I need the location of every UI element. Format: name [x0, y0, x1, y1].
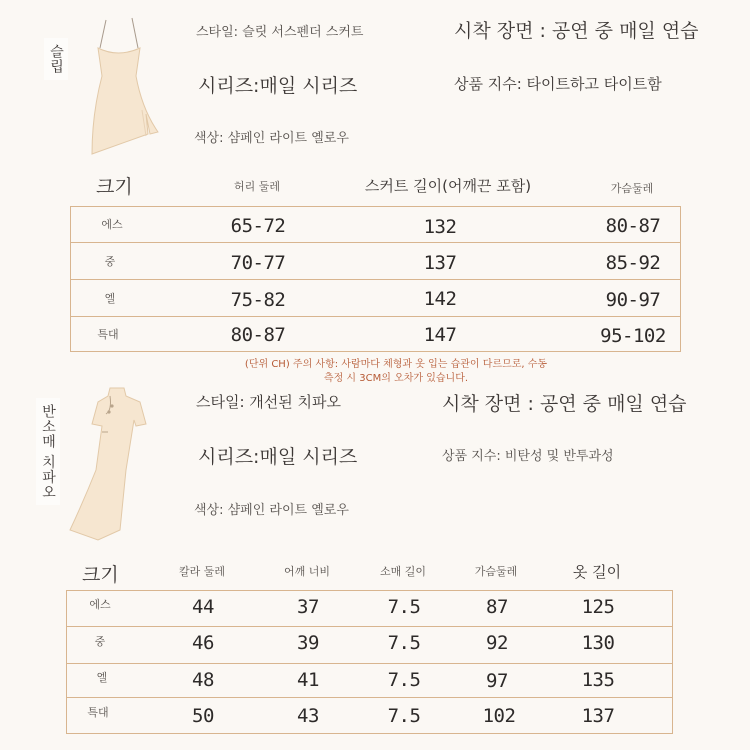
cell-value: 46 — [192, 632, 214, 654]
cell-value: 48 — [192, 669, 214, 691]
cell-value: 44 — [192, 596, 214, 618]
cell-value: 65-72 — [230, 215, 286, 237]
section1-vertical-label: 슬립 — [44, 38, 68, 80]
size-label: 중 — [94, 635, 106, 648]
cell-value: 75-82 — [230, 289, 286, 311]
size-label: 에스 — [89, 598, 111, 611]
section1-col-header: 허리 둘레 — [233, 180, 281, 193]
cell-value: 80-87 — [605, 215, 661, 237]
section1-scene: 시착 장면 : 공연 중 매일 연습 — [454, 20, 699, 42]
size-label: 엘 — [104, 292, 116, 305]
size-label: 중 — [104, 255, 116, 268]
section2-col-header: 어깨 너비 — [283, 565, 331, 578]
cell-value: 137 — [581, 705, 615, 727]
measurement-note: 측정 시 3CM의 오차가 있습니다. — [323, 373, 469, 384]
section2-vertical-label: 반소매 치파오 — [36, 398, 60, 505]
cell-value: 41 — [297, 669, 319, 691]
section2-scene: 시착 장면 : 공연 중 매일 연습 — [442, 393, 687, 415]
cell-value: 92 — [486, 632, 508, 654]
size-label: 엘 — [96, 671, 108, 684]
size-label: 에스 — [101, 218, 123, 231]
cell-value: 7.5 — [387, 669, 421, 691]
cell-value: 87 — [486, 596, 508, 618]
cell-value: 85-92 — [605, 252, 661, 274]
cell-value: 43 — [297, 705, 319, 727]
cell-value: 102 — [482, 705, 516, 727]
section1-color: 색상: 샴페인 라이트 옐로우 — [194, 131, 349, 146]
section1-index: 상품 지수: 타이트하고 타이트함 — [454, 75, 662, 93]
section2-size-title: 크기 — [82, 564, 119, 586]
cell-value: 135 — [581, 669, 615, 691]
section2-col-header: 가슴둘레 — [474, 565, 518, 578]
section2-index: 상품 지수: 비탄성 및 반투과성 — [442, 449, 614, 464]
section1-col-header: 스커트 길이(어깨끈 포함) — [364, 177, 532, 195]
cell-value: 50 — [192, 705, 214, 727]
section2-col-header: 옷 길이 — [572, 563, 622, 581]
size-label: 특대 — [87, 706, 109, 719]
cell-value: 7.5 — [387, 705, 421, 727]
cell-value: 147 — [423, 324, 457, 346]
cell-value: 132 — [423, 216, 457, 238]
section2-col-header: 칼라 둘레 — [178, 565, 226, 578]
section2-color: 색상: 샴페인 라이트 옐로우 — [194, 503, 349, 518]
size-label: 특대 — [97, 328, 119, 341]
section2-col-header: 소매 길이 — [379, 565, 427, 578]
cell-value: 90-97 — [605, 289, 661, 311]
cell-value: 7.5 — [387, 632, 421, 654]
cell-value: 7.5 — [387, 596, 421, 618]
measurement-note: (단위 CH) 주의 사항: 사람마다 체형과 옷 입는 습관이 다르므로, 수동 — [244, 359, 548, 370]
section2-style: 스타일: 개선된 치파오 — [196, 393, 342, 411]
section1-size-table — [70, 206, 681, 352]
cell-value: 39 — [297, 632, 319, 654]
cell-value: 125 — [581, 596, 615, 618]
cell-value: 97 — [486, 670, 508, 692]
cell-value: 142 — [423, 288, 457, 310]
cell-value: 130 — [581, 632, 615, 654]
section1-col-header: 가슴둘레 — [610, 182, 654, 195]
section1-series: 시리즈:매일 시리즈 — [198, 75, 358, 97]
cell-value: 70-77 — [230, 252, 286, 274]
cell-value: 37 — [297, 596, 319, 618]
section2-series: 시리즈:매일 시리즈 — [198, 446, 358, 468]
section1-style: 스타일: 슬릿 서스펜더 스커트 — [196, 25, 364, 40]
cell-value: 80-87 — [230, 324, 286, 346]
slip-dress-illustration — [62, 14, 172, 164]
cell-value: 137 — [423, 252, 457, 274]
section1-size-title: 크기 — [96, 176, 133, 198]
qipao-illustration — [62, 380, 172, 550]
cell-value: 95-102 — [600, 325, 666, 347]
